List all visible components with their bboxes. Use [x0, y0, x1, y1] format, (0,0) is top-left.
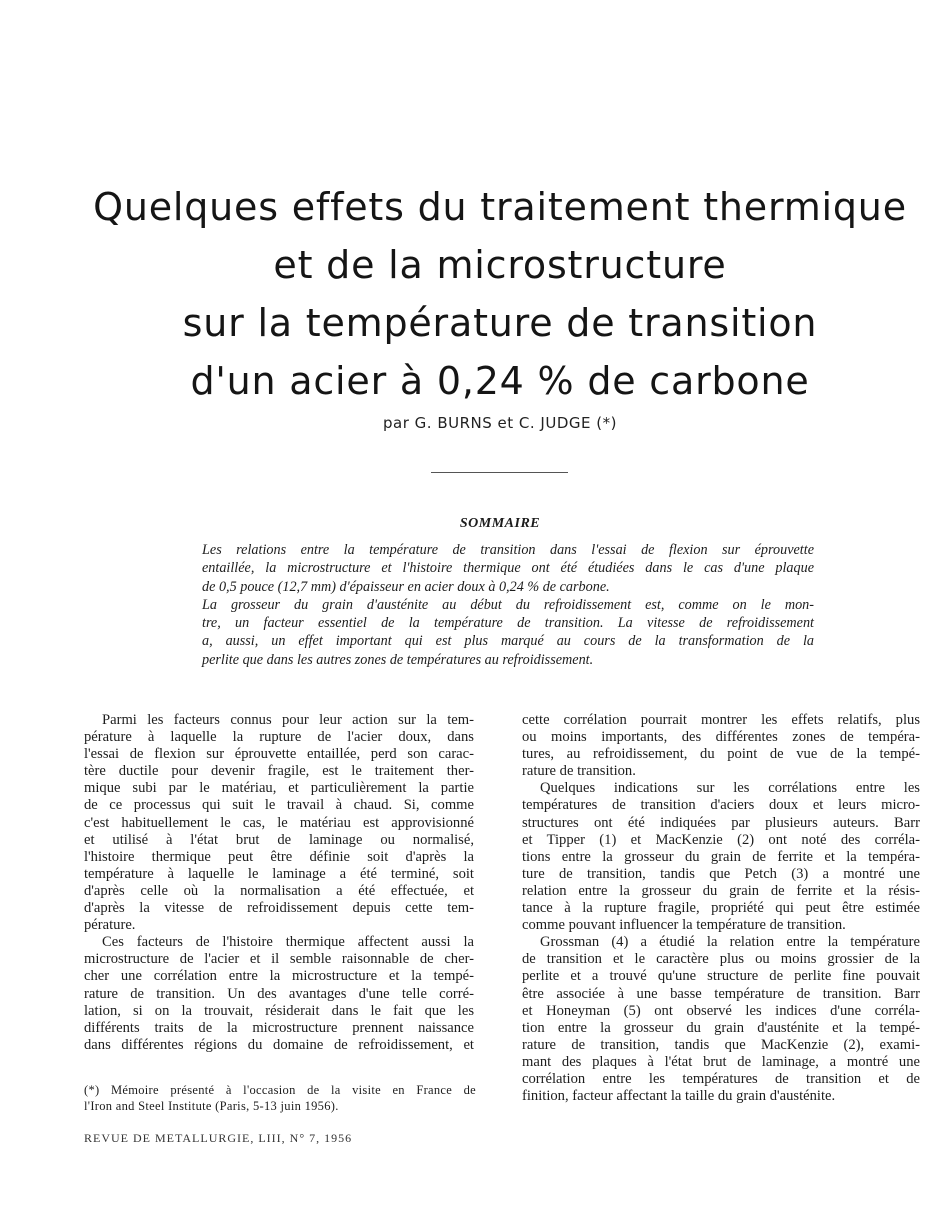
title-line: d'un acier à 0,24 % de carbone [190, 359, 810, 403]
text-line: Grossman (4) a étudié la relation entre la température [540, 934, 920, 951]
text-line: perlite que dans les autres zones de températures au refroidissement. [202, 651, 594, 668]
text-line: températures de transition d'aciers doux et leurs micro- [522, 797, 920, 814]
body-column-left [84, 712, 474, 1054]
title-line: et de la microstructure [273, 243, 727, 287]
text-line: tures, au refroidissement, du point de vue de la tempé- [522, 746, 920, 763]
footnote-line: (*) Mémoire présenté à l'occasion de la visite en France de [84, 1083, 476, 1097]
text-line: d'après celle où la normalisation a été effectuée, et [84, 882, 474, 899]
text-line: de 0,5 pouce (12,7 mm) d'épaisseur en acier doux à 0,24 % de carbone. [202, 578, 610, 595]
text-line: comme pouvant influencer la température de transition. [522, 917, 846, 934]
text-line: et Tipper (1) et MacKenzie (2) ont noté des corréla- [522, 831, 920, 848]
journal-reference: REVUE DE METALLURGIE, LIII, N° 7, 1956 [84, 1131, 353, 1145]
summary-abstract [182, 541, 814, 669]
article-title [70, 178, 930, 410]
text-line: lation, si on la trouvait, résiderait dans le fait que les [84, 1002, 474, 1019]
title-divider [431, 472, 568, 473]
footnote [84, 1082, 476, 1114]
body-paragraph [84, 712, 474, 934]
text-line: cher une corrélation entre la microstructure et la tempé- [84, 968, 474, 985]
text-line: l'essai de flexion sur éprouvette entaillée, perd son carac- [84, 746, 474, 763]
text-line: tère ductile pour devenir fragile, est le traitement ther- [84, 763, 474, 780]
text-line: de ce processus qui suit le travail à chaud. Si, comme [84, 797, 474, 814]
body-paragraph [84, 934, 474, 1054]
text-line: rature de transition. [522, 763, 636, 780]
text-line: tion entre la grosseur du grain d'austénite et la tempé- [522, 1019, 920, 1036]
summary-paragraph [182, 596, 814, 669]
title-line: sur la température de transition [182, 301, 818, 345]
text-line: cette corrélation pourrait montrer les effets relatifs, plus [522, 712, 920, 728]
text-line: structures ont été indiquées par plusieurs auteurs. Barr [522, 814, 920, 831]
text-line: Les relations entre la température de transition dans l'essai de flexion sur éprouvette [202, 542, 814, 558]
author-byline: par G. BURNS et C. JUDGE (*) [383, 414, 617, 432]
text-line: microstructure de l'acier et il semble raisonnable de cher- [84, 951, 474, 968]
title-line: Quelques effets du traitement thermique [93, 185, 907, 229]
summary-paragraph [182, 541, 814, 596]
text-line: c'est habituellement le cas, le matériau est approvisionné [84, 814, 474, 831]
summary-heading: SOMMAIRE [459, 516, 541, 531]
text-line: de transition et le caractère plus ou moins grossier de la [522, 951, 920, 968]
text-line: tions entre la grosseur du grain de ferrite et la tempéra- [522, 848, 920, 865]
text-line: entaillée, la microstructure et l'histoire thermique ont été étudiées dans le cas d'une plaque [202, 560, 814, 577]
text-line: tance à la rupture fragile, propriété qui peut être estimée [522, 900, 920, 917]
footnote-line: l'Iron and Steel Institute (Paris, 5-13 juin 1956). [84, 1099, 339, 1113]
text-line: corrélation entre les températures de transition et de [522, 1070, 920, 1087]
text-line: l'histoire thermique peut être définie soit d'après la [84, 848, 474, 865]
text-line: rature de transition, tandis que MacKenzie (2), exami- [522, 1036, 920, 1053]
text-line: et utilisé à l'état brut de laminage ou normalisé, [84, 831, 474, 848]
text-line: ture de transition, tandis que Petch (3) a montré une [522, 865, 920, 882]
text-line: tre, un facteur essentiel de la température de transition. La vitesse de refroidissement [202, 615, 814, 632]
text-line: et Honeyman (5) ont observé les indices d'une corréla- [522, 1002, 920, 1019]
text-line: dans différentes régions du domaine de refroidissement, et [84, 1036, 474, 1053]
text-line: pérature à laquelle la rupture de l'acier doux, dans [84, 729, 474, 746]
body-paragraph [522, 712, 920, 780]
body-paragraph [522, 780, 920, 934]
text-line: Ces facteurs de l'histoire thermique affectent aussi la [102, 934, 474, 951]
text-line: mique subi par le matériau, et particulièrement la partie [84, 780, 474, 797]
text-line: température à laquelle le laminage a été terminé, soit [84, 865, 474, 882]
body-column-right [522, 712, 920, 1105]
text-line: Parmi les facteurs connus pour leur action sur la tem- [102, 712, 474, 728]
text-line: mant des plaques à l'état brut de laminage, a montré une [522, 1053, 920, 1070]
text-line: d'après la vitesse de refroidissement depuis cette tem- [84, 900, 474, 917]
text-line: a, aussi, un effet important qui est plus marqué au cours de la transformation de la [202, 633, 814, 650]
text-line: perlite et a trouvé qu'une structure de perlite fine pouvait [522, 968, 920, 985]
text-line: pérature. [84, 917, 136, 934]
text-line: finition, facteur affectant la taille du grain d'austénite. [522, 1088, 836, 1105]
text-line: La grosseur du grain d'austénite au début du refroidissement est, comme on le mon- [202, 596, 814, 613]
body-paragraph [522, 934, 920, 1105]
text-line: rature de transition. Un des avantages d'une telle corré- [84, 985, 474, 1002]
text-line: Quelques indications sur les corrélations entre les [540, 780, 920, 797]
text-line: être associée à une basse température de transition. Barr [522, 985, 920, 1002]
text-line: ou moins importants, des différentes zones de tempéra- [522, 729, 920, 746]
text-line: différents traits de la microstructure prennent naissance [84, 1019, 474, 1036]
text-line: relation entre la grosseur du grain de ferrite et la résis- [522, 882, 920, 899]
